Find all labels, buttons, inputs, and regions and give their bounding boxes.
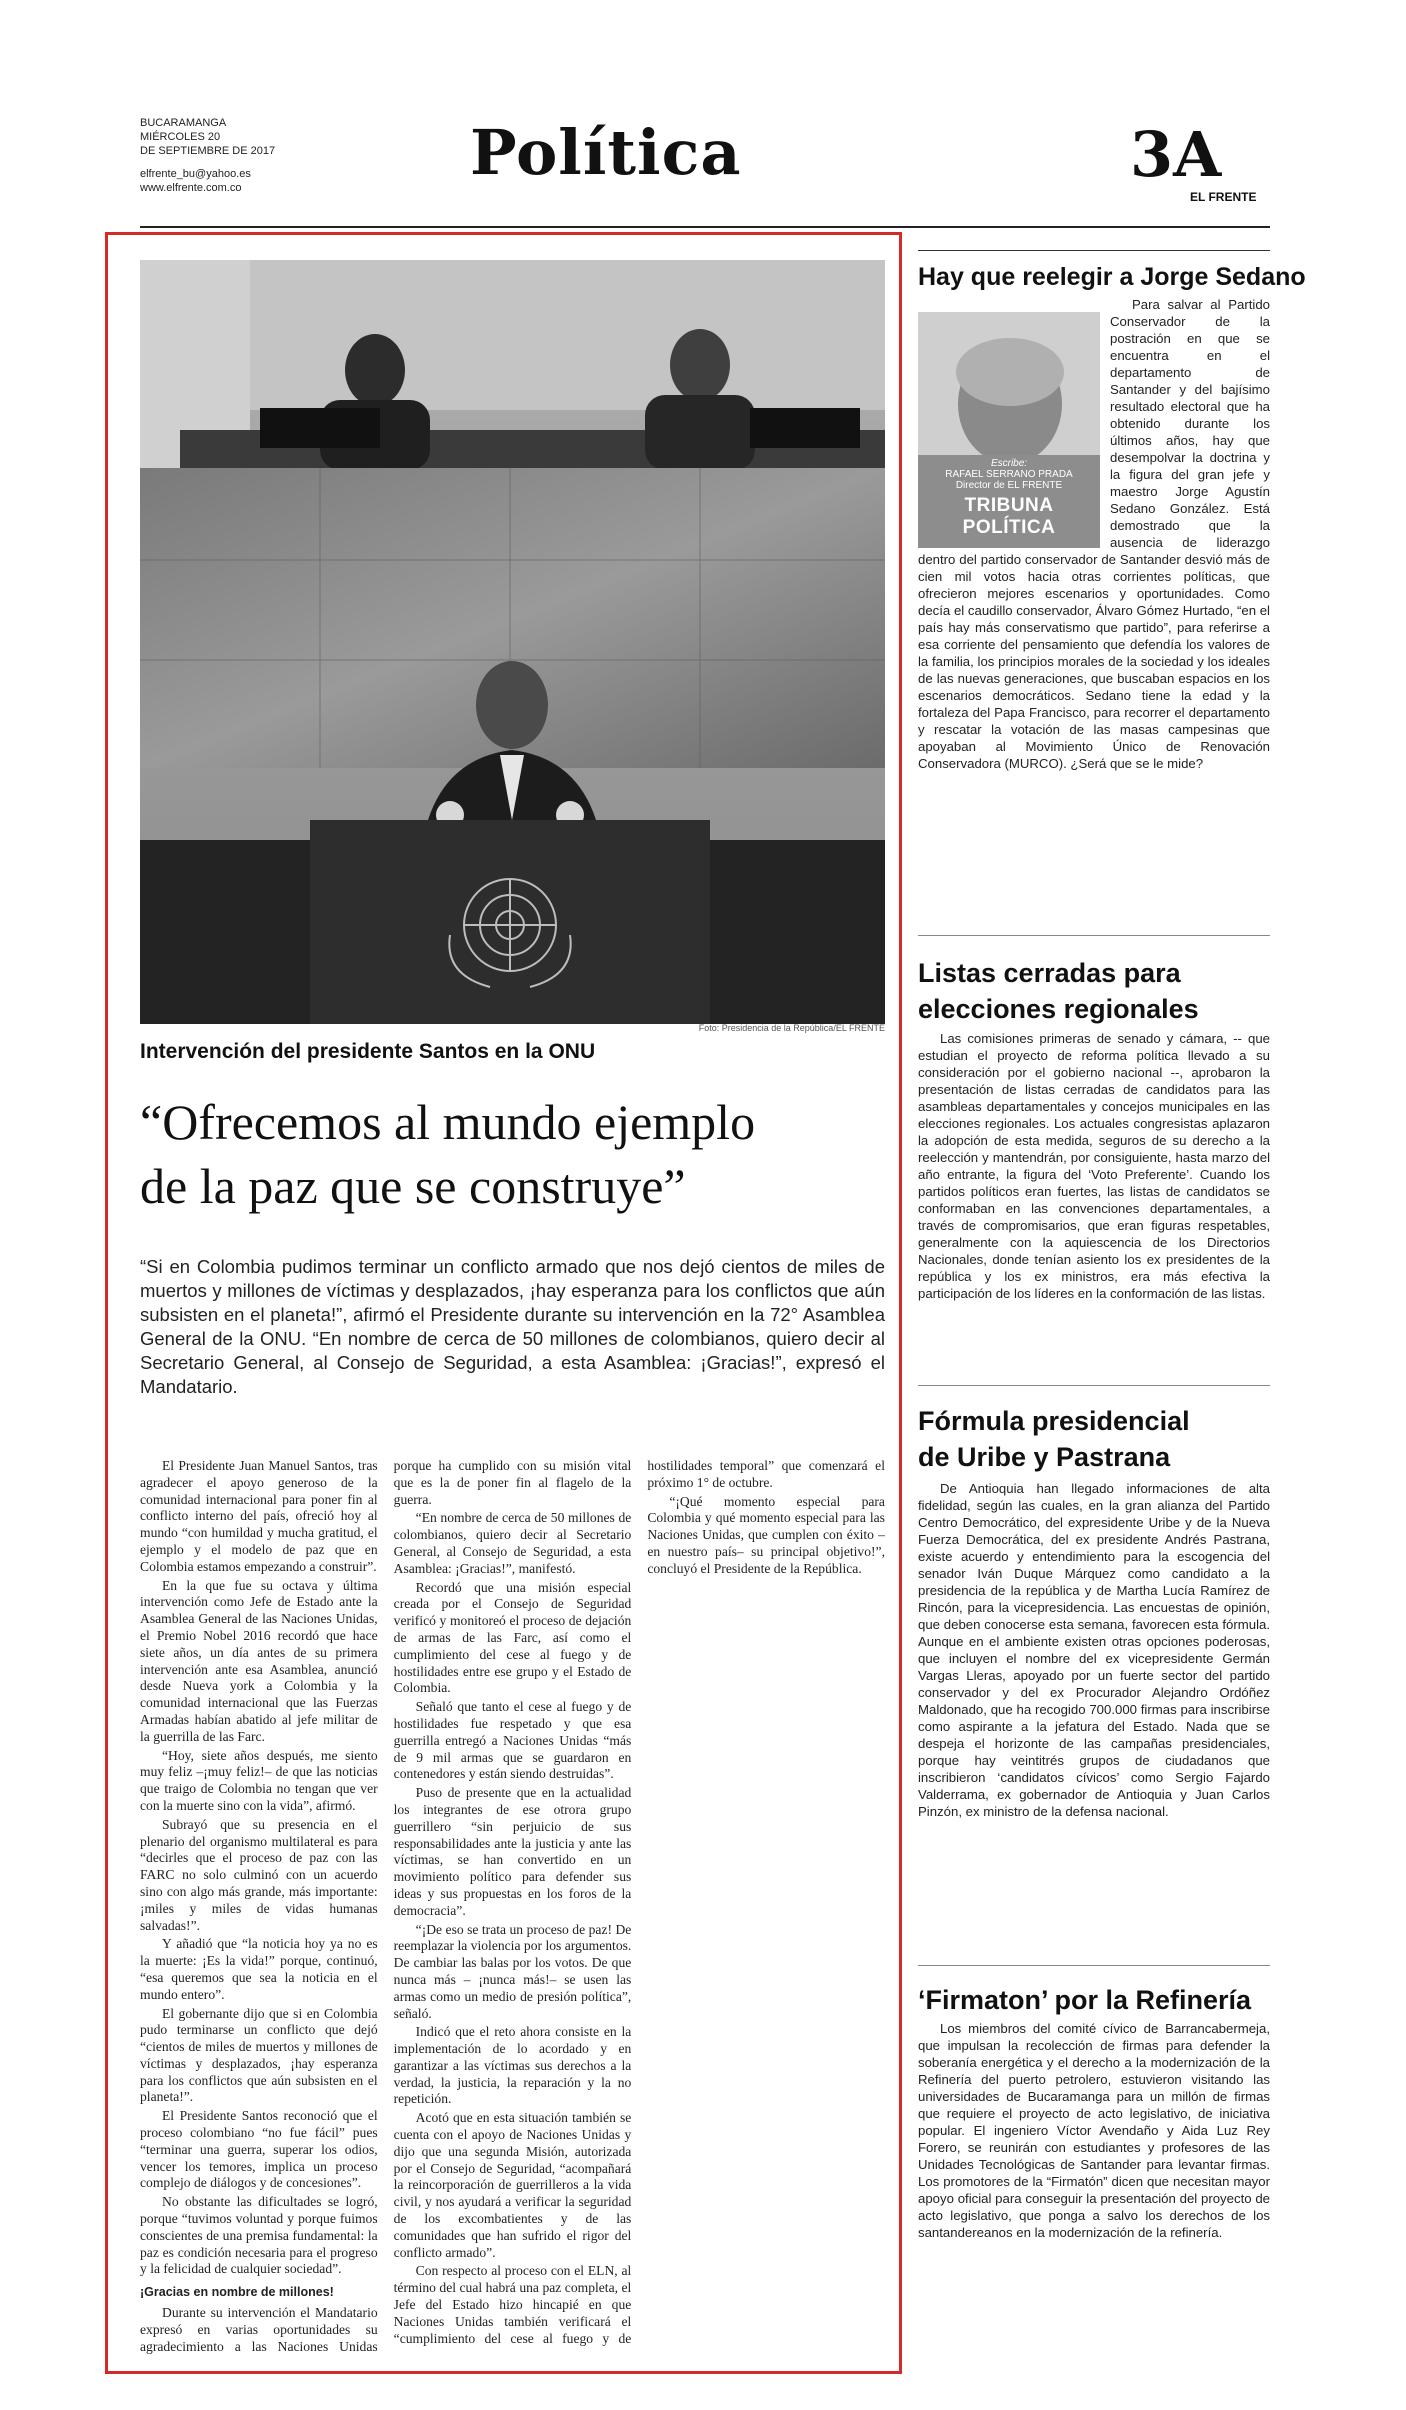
section-title: Política <box>470 116 742 189</box>
body-paragraph: “¡De eso se trata un proceso de paz! De reemplazar la violencia por los argumentos. De cambiar las balas por los votos. De que nunca más – ¡nunca más!– se usen las armas como un medio de presión política”, señaló. <box>393 1921 632 2021</box>
masthead-email[interactable]: elfrente_bu@yahoo.es <box>140 168 251 180</box>
masthead-info <box>140 116 275 195</box>
author-label: Escribe: <box>990 458 1028 469</box>
body-paragraph: El Presidente Juan Manuel Santos, tras agradecer el apoyo generoso de la comunidad internacional para poner fin al conflicto interno del país, ofreció hoy al mundo “con humildad y mucha gratitud, el ejemplo y el modelo de paz que en Colombia estamos empezando a construir”. <box>140 1458 378 1574</box>
sidebar-article-1-paragraph: Para salvar al Partido Conservador de la postración en que se encuentra en el departamento de Santander y del bajísimo resultado electoral que ha obtenido durante los últimos años, hay que desempolvar la doctrina y la figura del gran jefe y maestro Jorge Agustín Sedano González. Está demostrado que la ausencia de liderazgo dentro del partido conservador de Santander desvió más de cien mil votos hacia otras corrientes políticas, que ofrecieron mejores escenarios y oportunidades. Como decía el caudillo conservador, Álvaro Gómez Hurtado, “en el país hay más conservatismo que partido”, para referirse a esa corriente del pensamiento que defendía los valores de la familia, los principios morales de la sociedad y los ideales de las nuevas generaciones, que buscaban espacios en los escenarios democráticos. Sedano tiene la edad y la fortaleza del Papa Francisco, para recorrer el departamento y rescatar la votación de las masas campesinas que apoyaban al Movimiento Único de Renovación Conservadora (MURCO). ¿Será que se le mide? <box>918 297 1270 771</box>
sidebar-article-1-text <box>918 296 1270 772</box>
body-paragraph: “En nombre de cerca de 50 millones de colombianos, quiero decir al Secretario General, al Consejo de Seguridad, a esta Asamblea: ¡Gracias!”, manifestó. <box>393 1510 632 1576</box>
body-paragraph: Señaló que tanto el cese al fuego y de hostilidades fue respetado y que esa guerrilla entregó a Naciones Unidas “más de 9 mil armas que se guardaron en contenedores y están siendo destruidas”. <box>393 1699 632 1782</box>
masthead-website[interactable]: www.elfrente.com.co <box>140 182 242 194</box>
body-paragraph: En la que fue su octava y última intervención como Jefe de Estado ante la Asamblea General de las Naciones Unidas, el Premio Nobel 2016 recordó que hace siete años, un día antes de su primera intervención ante esa Asamblea, anunció desde Nueva york a Colombia y la comunidad internacional que las Fuerzas Armadas habían abatido al jefe militar de la guerrilla de las Farc. <box>140 1577 378 1744</box>
sidebar-article-2-title-line-1: Listas cerradas para <box>918 958 1181 988</box>
body-paragraph: El gobernante dijo que si en Colombia pudo terminarse un conflicto que dejó “cientos de miles de muertos y millones de víctimas y desplazados, ¡hay esperanza para los conflictos que aún subsisten en el planeta!”. <box>140 2005 378 2105</box>
headline-line-2: de la paz que se construye” <box>140 1158 686 1214</box>
sidebar-rule <box>918 1965 1270 1966</box>
masthead-city: BUCARAMANGA <box>140 117 227 129</box>
sidebar-article-4-text <box>918 2020 1270 2241</box>
article-photo <box>140 260 885 1024</box>
masthead-rule <box>140 226 1270 228</box>
column-name: TRIBUNA POLÍTICA <box>962 495 1056 538</box>
sidebar-article-3-title <box>918 1403 1190 1475</box>
sidebar-article-3-paragraph: De Antioquia han llegado informaciones de alta fidelidad, según las cuales, en la gran alianza del Partido Centro Democrático, del expresidente Uribe y de la Nueva Fuerza Democrática, del ex presidente Andrés Pastrana, existe acuerdo y entendimiento para la escogencia del senador Iván Duque Márquez como candidato a la presidencia de la república y de Martha Lucía Ramírez de Rincón, para la vicepresidencia. Las encuestas de opinión, que deben conocerse esta semana, favorecen esta fórmula. Aunque en el ambiente existen otras opciones poderosas, que incluyen el nombre del ex vicepresidente Germán Vargas Lleras, apoyado por un fuerte sector del partido conservador y del ex Procurador Alejandro Ordóñez Maldonado, que ha recogido 700.000 firmas para inscribirse como aspirante a la jefatura del Estado. Nada que se despeja el horizonte de las campañas presidenciales, porque hay veintitrés grupos de ciudadanos que inscribieron ‘candidatos cívicos’ como Sergio Fajardo Valderrama, ex gobernador de Antioquia y Juan Carlos Pinzón, ex ministro de la defensa nacional. <box>918 1481 1270 1819</box>
sidebar-article-4-paragraph: Los miembros del comité cívico de Barrancabermeja, que impulsan la recolección de firmas para defender la soberanía energética y el derecho a la modernización de la Refinería del puerto petrolero, estuvieron visitando las universidades de Bucaramanga para un millón de firmas que requiere el proyecto de acto legislativo, de iniciativa popular. El ingeniero Víctor Avendaño y Aida Luz Rey Forero, se reunirán con estudiantes y profesores de las Unidades Tecnológicas de Santander para levantar firmas. Los promotores de la “Firmatón” dicen que necesitan mayor apoyo oficial para conseguir la presentación del proyecto de acto legislativo, que ponga a salvo los derechos de los santandereanos en la modernización de la refinería. <box>918 2021 1270 2240</box>
headline-line-1: “Ofrecemos al mundo ejemplo <box>140 1094 756 1150</box>
article-body <box>140 1458 885 2358</box>
body-paragraph: No obstante las dificultades se logró, porque “tuvimos voluntad y porque fuimos conscientes de una premisa fundamental: la paz es condición necesaria para el progreso y la felicidad de cualquier sociedad”. <box>140 2194 378 2277</box>
sidebar-article-1-title: Hay que reelegir a Jorge Sedano <box>918 263 1306 291</box>
body-paragraph: “Hoy, siete años después, me siento muy feliz –¡muy feliz!– de que las noticias que traigo de Colombia no tengan que ver con la muerte sino con la vida”, afirmó. <box>140 1747 378 1813</box>
masthead-date-2: DE SEPTIEMBRE DE 2017 <box>140 145 276 157</box>
article-kicker: Intervención del presidente Santos en la ONU <box>140 1040 596 1063</box>
masthead-date-1: MIÉRCOLES 20 <box>140 131 221 143</box>
body-paragraph: El Presidente Santos reconoció que el proceso colombiano “no fue fácil” pues “terminar una guerra, superar los odios, vencer los temores, implica un proceso complejo de diálogos y de concesiones”. <box>140 2108 378 2191</box>
article-lead: “Si en Colombia pudimos terminar un conflicto armado que nos dejó cientos de miles de muertos y millones de víctimas y desplazados, ¡hay esperanza para los conflictos que aún subsisten en el planeta!”, afirmó el Presidente durante su intervención en la 72° Asamblea General de la ONU. “En nombre de cerca de 50 millones de colombianos, quiero decir al Secretario General, al Consejo de Seguridad, a esta Asamblea: ¡Gracias!”, expresó el Mandatario. <box>140 1256 885 1397</box>
author-name: RAFAEL SERRANO PRADA <box>945 469 1073 480</box>
page-number: 3A <box>1130 118 1222 191</box>
sidebar-rule <box>918 935 1270 936</box>
body-paragraph: Puso de presente que en la actualidad los integrantes de ese otrora grupo guerrillero “sin perjuicio de sus responsabilidades ante la justicia y ante las víctimas, se han convertido en un movimiento político para defender sus ideas y sus propuestas en los foros de la democracia”. <box>393 1785 632 1918</box>
author-role: Director de EL FRENTE <box>955 480 1063 491</box>
newspaper-brand: EL FRENTE <box>1190 190 1257 204</box>
sidebar-article-3-title-line-1: Fórmula presidencial <box>918 1406 1190 1436</box>
body-paragraph: Subrayó que su presencia en el plenario del organismo multilateral es para “decirles que el proceso de paz con las FARC no solo culminó con un acuerdo sino con algo más grande, más importante: ¡miles y miles de vidas humanas salvadas!”. <box>140 1816 378 1933</box>
body-subhead: ¡Gracias en nombre de millones! <box>140 2285 334 2300</box>
sidebar-rule <box>918 1385 1270 1386</box>
body-paragraph: Con respecto al proceso con el ELN, al término del cual habrá una paz completa, el Jefe del Estado hizo hincapié en que Naciones Unidas también verificará el “cumplimiento del cese al fuego y de hostilidades temporal” que comenzará el próximo 1° de octubre. <box>393 1458 885 2346</box>
photo-credit: Foto: Presidencia de la República/EL FRENTE <box>698 1023 885 1033</box>
body-paragraph: Indicó que el reto ahora consiste en la implementación de lo acordado y en garantizar a las víctimas sus derechos a la verdad, la justicia, la reparación y la no repetición. <box>393 2024 632 2107</box>
sidebar-article-2-title <box>918 955 1199 1027</box>
sidebar-article-2-paragraph: Las comisiones primeras de senado y cámara, -- que estudian el proyecto de reforma política llevado a su consideración por el gobierno nacional --, aprobaron la presentación de listas cerradas de candidatos para las asambleas departamentales y concejos municipales en las elecciones regionales. Los actuales congresistas aplazaron la adopción de esta medida, seguros de su derecho a la reelección y mantendrán, por consiguiente, hasta marzo del año entrante, la figura del ‘Voto Preferente’. Cuando los partidos políticos eran fuertes, las listas de candidatos se conformaban en las convenciones departamentales, a través de compromisarios, que eran figuras respetables, generalmente con la aquiescencia de los Directorios Nacionales, donde tenían asiento los ex presidentes de la república y los ex ministros, era más efectiva la participación de los líderes en la conformación de las listas. <box>918 1031 1270 1301</box>
body-paragraph: Acotó que en esta situación también se cuenta con el apoyo de Naciones Unidas y dijo que una segunda Misión, autorizada por el Consejo de Seguridad, “acompañará la reincorporación de guerrilleros a la vida civil, y nos ayudará a verificar la seguridad de los excombatientes y de las comunidades que han sufrido el rigor del conflicto armado”. <box>393 2110 632 2260</box>
sidebar-article-2-text <box>918 1030 1270 1302</box>
body-paragraph: Durante su intervención el Mandatario expresó en varias oportunidades su agradecimiento a las Naciones Unidas porque ha cumplido con su misión vital que es la de poner fin al flagelo de la guerra. <box>140 1458 632 2354</box>
body-paragraph: Recordó que una misión especial creada por el Consejo de Seguridad verificó y monitoreó el proceso de dejación de armas de las Farc, así como el cumplimiento del cese al fuego y de hostilidades entre ese grupo y el Estado de Colombia. <box>393 1579 632 1696</box>
sidebar-article-4-title: ‘Firmaton’ por la Refinería <box>918 1985 1252 2015</box>
sidebar-article-3-text <box>918 1480 1270 1820</box>
sidebar-article-3-title-line-2: de Uribe y Pastrana <box>918 1442 1171 1472</box>
article-headline <box>140 1090 885 1218</box>
sidebar-top-rule <box>918 250 1270 251</box>
sidebar-article-2-title-line-2: elecciones regionales <box>918 994 1199 1024</box>
body-paragraph: “¡Qué momento especial para Colombia y qué momento especial para las Naciones Unidas, que cumplen con éxito –en nuestro país– su principal objetivo!”, concluyó el Presidente de la República. <box>647 1493 885 1576</box>
un-assembly-photo <box>140 260 885 1024</box>
body-paragraph: Y añadió que “la noticia hoy ya no es la muerte: ¡Es la vida!” porque, continuó, “esa queremos que sea la noticia en el mundo entero”. <box>140 1936 378 2002</box>
author-float-spacer <box>918 296 1110 550</box>
